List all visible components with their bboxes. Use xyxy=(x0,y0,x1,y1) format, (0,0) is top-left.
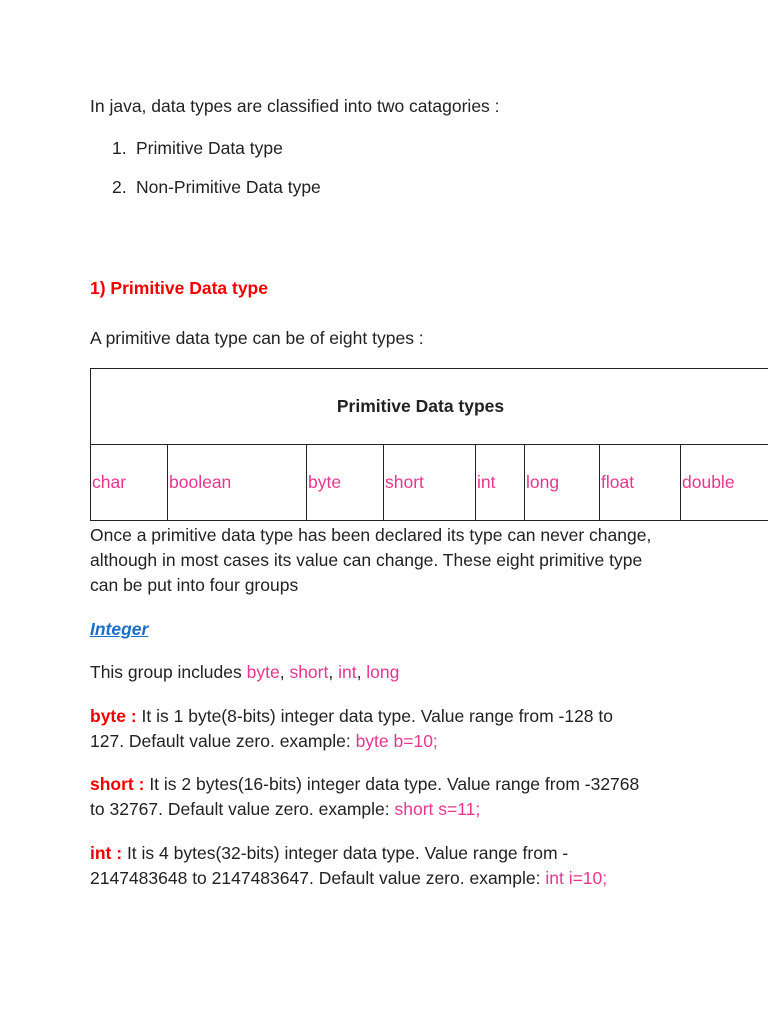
table-header-row xyxy=(91,369,768,445)
paragraph-line: Once a primitive data type has been declared its type can never change, xyxy=(90,525,652,545)
group-prefix: This group includes xyxy=(90,662,247,682)
keyword-int: int xyxy=(338,662,357,682)
entry-example: byte b=10; xyxy=(355,731,438,751)
table-cell: int xyxy=(476,445,525,521)
entry-text: 2147483648 to 2147483647. Default value zero. example: xyxy=(90,868,546,888)
keyword-long: long xyxy=(366,662,400,682)
int-entry-line1 xyxy=(90,841,568,866)
keyword-byte: byte xyxy=(246,662,280,682)
intro-text: In java, data types are classified into two catagories : xyxy=(90,96,500,116)
list-item xyxy=(112,136,321,175)
short-entry-line1 xyxy=(90,772,639,797)
separator: , xyxy=(279,662,290,682)
section-heading: 1) Primitive Data type xyxy=(90,278,268,298)
category-list xyxy=(112,136,321,214)
section-lead: A primitive data type can be of eight types : xyxy=(90,328,424,348)
separator: , xyxy=(328,662,339,682)
entry-label: byte : xyxy=(90,706,137,726)
entry-example: int i=10; xyxy=(545,868,608,888)
table-cell: float xyxy=(600,445,681,521)
table-row xyxy=(91,445,768,521)
table-cell: double xyxy=(681,445,768,521)
list-item-label: Primitive Data type xyxy=(136,138,283,158)
table-cell: boolean xyxy=(168,445,307,521)
entry-label: short : xyxy=(90,774,145,794)
paragraph-line: can be put into four groups xyxy=(90,575,299,595)
list-item-label: Non-Primitive Data type xyxy=(136,177,321,197)
table-header: Primitive Data types xyxy=(91,369,768,445)
separator: , xyxy=(356,662,367,682)
integer-group-line xyxy=(90,660,399,685)
short-entry-line2 xyxy=(90,797,480,822)
entry-example: short s=11; xyxy=(394,799,481,819)
int-entry-line2 xyxy=(90,866,607,891)
table-cell: short xyxy=(384,445,476,521)
keyword-short: short xyxy=(289,662,329,682)
entry-text: It is 2 bytes(16-bits) integer data type. Value range from -32768 xyxy=(144,774,640,794)
entry-text: to 32767. Default value zero. example: xyxy=(90,799,395,819)
integer-heading-link[interactable]: Integer xyxy=(90,619,149,639)
table-cell: byte xyxy=(307,445,384,521)
list-number: 2. xyxy=(112,177,127,197)
byte-entry-line1 xyxy=(90,704,613,729)
list-item xyxy=(112,175,321,214)
entry-text: It is 4 bytes(32-bits) integer data type. Value range from - xyxy=(122,843,569,863)
table-cell: char xyxy=(91,445,168,521)
entry-text: It is 1 byte(8-bits) integer data type. Value range from -128 to xyxy=(136,706,613,726)
paragraph-line: although in most cases its value can change. These eight primitive type xyxy=(90,550,643,570)
list-number: 1. xyxy=(112,138,127,158)
entry-label: int : xyxy=(90,843,123,863)
primitive-types-table xyxy=(90,368,768,521)
table-cell: long xyxy=(525,445,600,521)
byte-entry-line2 xyxy=(90,729,438,754)
entry-text: 127. Default value zero. example: xyxy=(90,731,356,751)
